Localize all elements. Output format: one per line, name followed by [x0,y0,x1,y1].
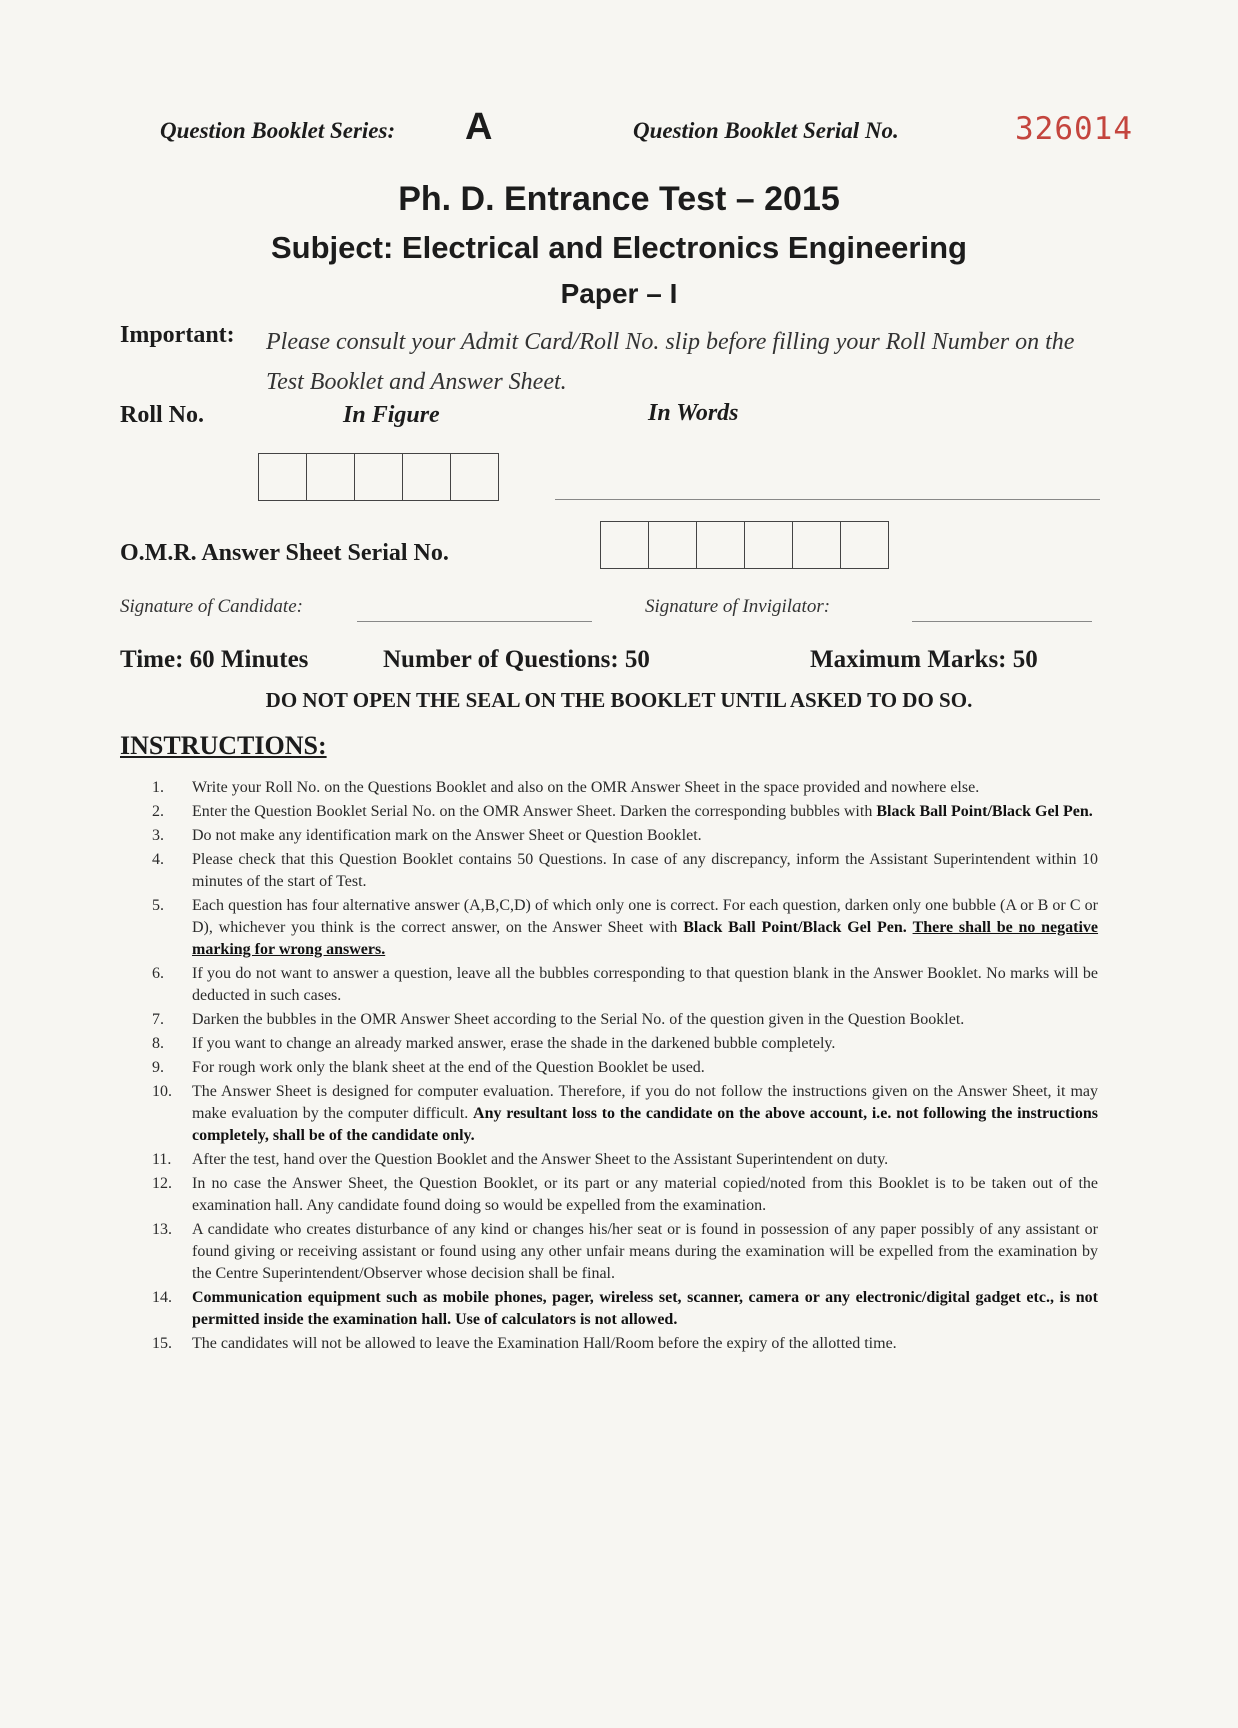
serial-value: 326014 [1015,111,1133,147]
instruction-item: 7. Darken the bubbles in the OMR Answer Sheet according to the Serial No. of the question given in the Question Booklet. [152,1011,965,1028]
omr-digit-box[interactable] [649,522,697,568]
instruction-item: 10. The Answer Sheet is designed for computer evaluation. Therefore, if you do not follow the instructions given on the Answer Sheet, it may make evaluation by the computer difficult. Any resultant loss to the candidate on the above account, i.e. not following the instructions completely, shall be of the candidate only. [152,1083,1099,1144]
in-words-label: In Words [648,400,739,426]
important-label: Important: [120,322,235,348]
instruction-item: 12. In no case the Answer Sheet, the Question Booklet, or its part or any material copied/noted from this Booklet is to be taken out of the examination hall. Any candidate found doing so would be expelled from the examination. [152,1175,1098,1214]
omr-digit-box[interactable] [841,522,888,568]
omr-digit-box[interactable] [601,522,649,568]
roll-no-label: Roll No. [120,402,204,428]
candidate-signature-line[interactable] [357,621,592,622]
roll-digit-box[interactable] [259,454,307,500]
invigilator-signature-line[interactable] [912,621,1092,622]
roll-digit-box[interactable] [355,454,403,500]
series-value: A [465,106,493,148]
paper-number: Paper – I [560,278,678,309]
instruction-item: 13. A candidate who creates disturbance of any kind or changes his/her seat or is found in possession of any paper possibly of any assistant or found giving or receiving assistant or found using any other unfair means during the examination will be expelled from the examination by the Centre Superintendent/Observer whose decision shall be final. [152,1221,1098,1282]
omr-serial-label: O.M.R. Answer Sheet Serial No. [120,540,449,566]
instruction-item: 11. After the test, hand over the Question Booklet and the Answer Sheet to the Assistant Superintendent on duty. [152,1151,889,1168]
roll-digit-box[interactable] [307,454,355,500]
time-info: Time: 60 Minutes [120,646,309,673]
instruction-item: 5. Each question has four alternative answer (A,B,C,D) of which only one is correct. For each question, darken only one bubble (A or B or C or D), whichever you think is the correct answer, on the Answer Sheet with Black Ball Point/Black Gel Pen. There shall be no negative marking for wrong answers. [152,897,1099,958]
roll-number-boxes[interactable] [258,453,499,501]
instruction-item: 1. Write your Roll No. on the Questions Booklet and also on the OMR Answer Sheet in the space provided and nowhere else. [152,779,980,796]
instruction-item: 4. Please check that this Question Booklet contains 50 Questions. In case of any discrepancy, inform the Assistant Superintendent within 10 minutes of the start of Test. [152,851,1098,890]
omr-serial-boxes[interactable] [600,521,889,569]
omr-digit-box[interactable] [697,522,745,568]
roll-digit-box[interactable] [403,454,451,500]
instruction-item: 8. If you want to change an already marked answer, erase the shade in the darkened bubble completely. [152,1035,836,1052]
instruction-item: 6. If you do not want to answer a question, leave all the bubbles corresponding to that question blank in the Answer Booklet. No marks will be deducted in such cases. [152,965,1098,1004]
instruction-item: 14. Communication equipment such as mobile phones, pager, wireless set, scanner, camera or any electronic/digital gadget etc., is not permitted inside the examination hall. Use of calculators is not allowed. [152,1289,1098,1328]
instruction-item: 3. Do not make any identification mark on the Answer Sheet or Question Booklet. [152,827,702,844]
exam-subject: Subject: Electrical and Electronics Engineering [271,230,967,265]
instruction-item: 9. For rough work only the blank sheet at the end of the Question Booklet be used. [152,1059,705,1076]
booklet-header [160,108,1140,158]
omr-digit-box[interactable] [793,522,841,568]
roll-in-words-line[interactable] [555,499,1100,500]
series-label: Question Booklet Series: [160,118,396,143]
important-text: Please consult your Admit Card/Roll No. slip before filling your Roll Number on the Test Booklet and Answer Sheet. [266,329,1075,395]
candidate-signature-label: Signature of Candidate: [120,596,303,617]
instruction-item: 2. Enter the Question Booklet Serial No. on the OMR Answer Sheet. Darken the corresponding bubbles with Black Ball Point/Black Gel Pen. [152,803,1093,820]
invigilator-signature-label: Signature of Invigilator: [645,596,831,617]
questions-info: Number of Questions: 50 [383,646,650,673]
instructions-list [152,777,1098,1357]
marks-info: Maximum Marks: 50 [810,646,1038,673]
omr-digit-box[interactable] [745,522,793,568]
roll-digit-box[interactable] [451,454,498,500]
exam-title: Ph. D. Entrance Test – 2015 [398,180,840,218]
in-figure-label: In Figure [343,402,440,428]
instructions-heading: INSTRUCTIONS: [120,731,327,760]
instruction-item: 15. The candidates will not be allowed to leave the Examination Hall/Room before the expiry of the allotted time. [152,1335,897,1352]
seal-notice: DO NOT OPEN THE SEAL ON THE BOOKLET UNTIL ASKED TO DO SO. [265,688,973,712]
serial-label: Question Booklet Serial No. [633,118,899,143]
